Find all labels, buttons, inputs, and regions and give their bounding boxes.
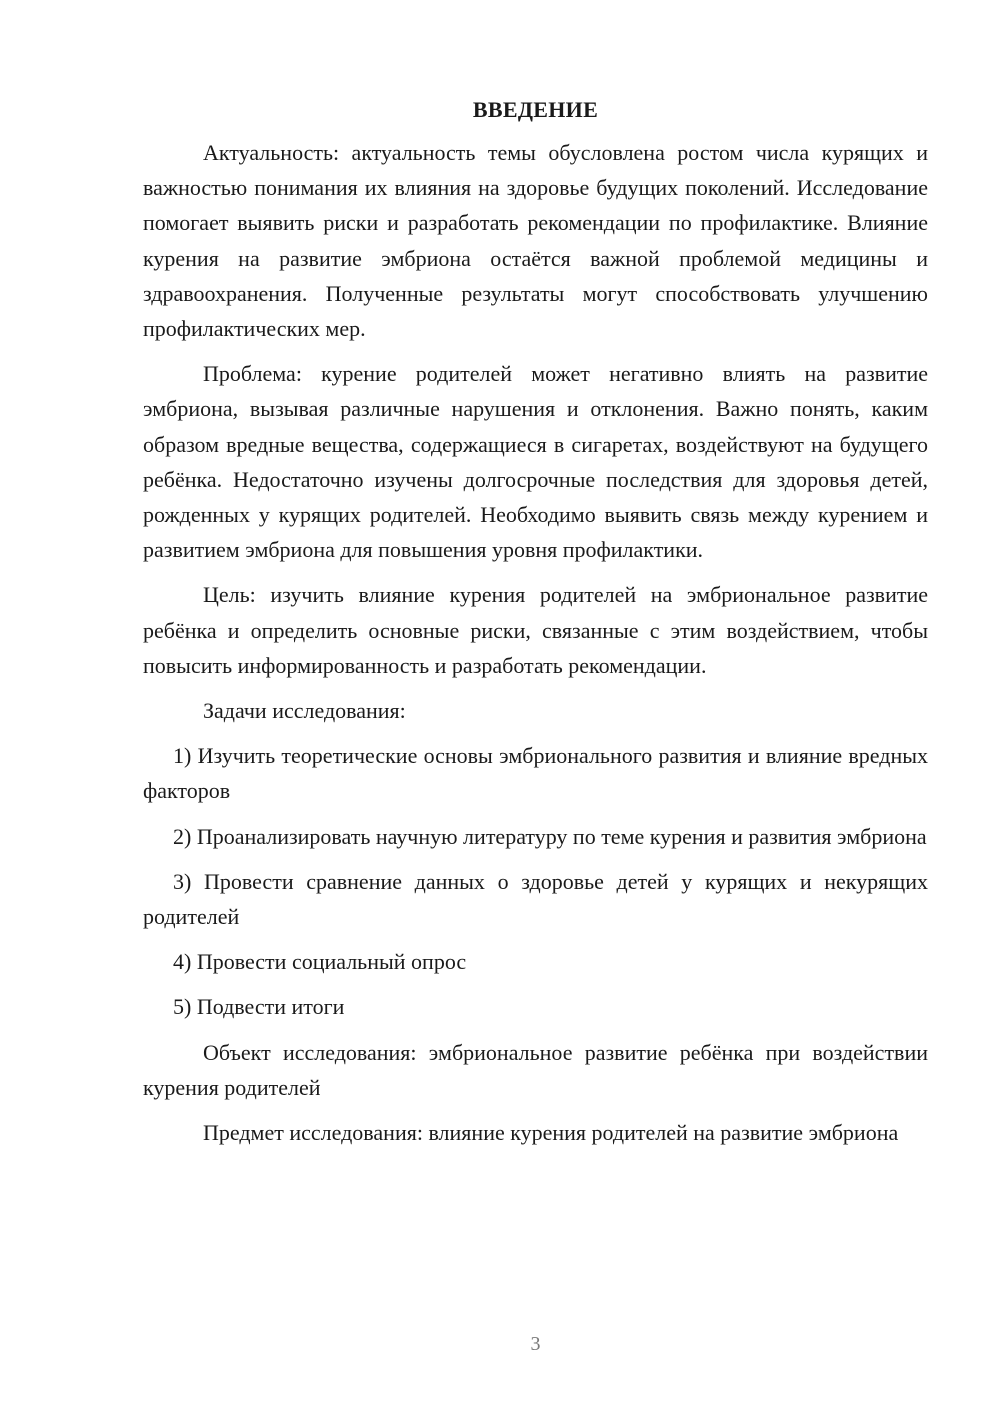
task-item: 4) Провести социальный опрос	[173, 949, 467, 975]
relevance-paragraph: Актуальность: актуальность темы обусловлена ростом числа курящих и важностью понимания их влияния на здоровье будущих поколений. Исследование помогает выявить риски и разработать рекомендации по профилактике. Влияние курения на развитие эмбриона остаётся важной проблемой медицины и здравоохранения. Полученные результаты могут способствовать улучшению профилактических мер.	[143, 140, 928, 342]
subject-paragraph: Предмет исследования: влияние курения родителей на развитие эмбриона	[203, 1120, 899, 1146]
object-paragraph: Объект исследования: эмбриональное развитие ребёнка при воздействии курения родителей	[143, 1039, 928, 1100]
page-number: 3	[530, 1333, 541, 1355]
goal-paragraph: Цель: изучить влияние курения родителей на эмбриональное развитие ребёнка и определить основные риски, связанные с этим воздействием, чтобы повысить информированность и разработать рекомендации.	[143, 582, 928, 678]
tasks-list	[143, 738, 928, 1024]
section-title: ВВЕДЕНИЕ	[472, 97, 599, 122]
task-item: 5) Подвести итоги	[173, 994, 345, 1020]
task-item: 1) Изучить теоретические основы эмбрионального развития и влияние вредных факторов	[143, 743, 928, 804]
problem-paragraph: Проблема: курение родителей может негативно влиять на развитие эмбриона, вызывая различные нарушения и отклонения. Важно понять, каким образом вредные вещества, содержащиеся в сигаретах, воздействуют на будущего ребёнка. Недостаточно изучены долгосрочные последствия для здоровья детей, рожденных у курящих родителей. Необходимо выявить связь между курением и развитием эмбриона для повышения уровня профилактики.	[143, 361, 928, 563]
tasks-heading: Задачи исследования:	[203, 698, 406, 724]
page-content	[143, 92, 928, 1160]
task-item: 2) Проанализировать научную литературу по теме курения и развития эмбриона	[173, 823, 927, 849]
task-item: 3) Провести сравнение данных о здоровье детей у курящих и некурящих родителей	[143, 868, 928, 930]
